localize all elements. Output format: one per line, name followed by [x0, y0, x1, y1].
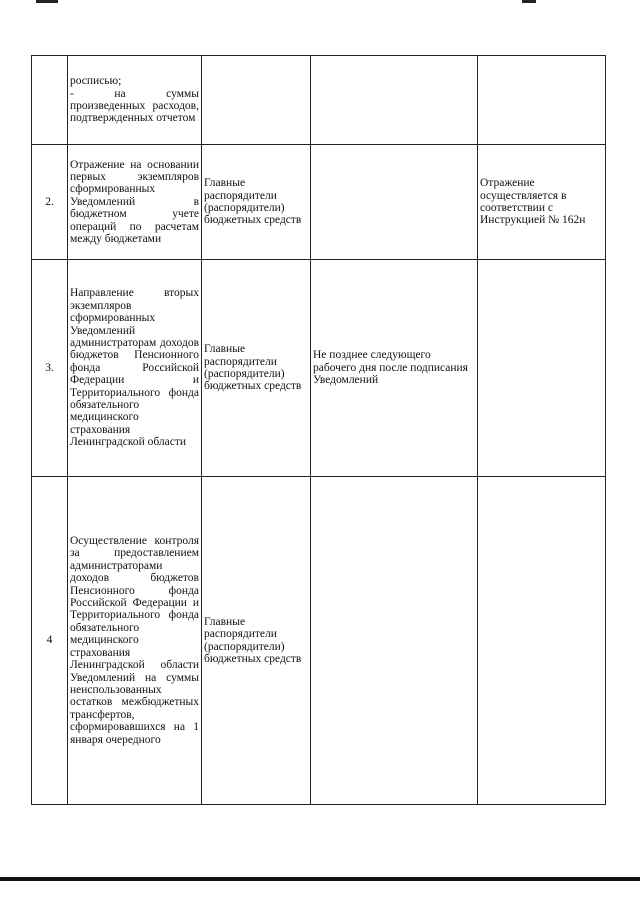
page-bottom-border [0, 877, 640, 881]
row-deadline [311, 145, 478, 260]
row-executor: Главные распорядители (распорядители) бюджетных средств [202, 477, 311, 805]
row-executor: Главные распорядители (распорядители) бюджетных средств [202, 260, 311, 477]
row-number: 4 [32, 477, 68, 805]
table-row [32, 145, 606, 260]
table-row [32, 260, 606, 477]
top-scan-mark-left [36, 0, 58, 3]
row-note [478, 56, 606, 145]
row-number: 2. [32, 145, 68, 260]
row-description: росписью; - на суммы произведенных расходов, подтвержденных отчетом [68, 56, 202, 145]
row-note [478, 260, 606, 477]
row-description: Направление вторых экземпляров сформированных Уведомлений администраторам доходов бюджетов Пенсионного фонда Российской Федерации и Территориального фонда обязательного медицинского страхования Ленинградской области [68, 260, 202, 477]
row-note: Отражение осуществляется в соответствии с Инструкцией № 162н [478, 145, 606, 260]
row-deadline [311, 477, 478, 805]
row-executor: Главные распорядители (распорядители) бюджетных средств [202, 145, 311, 260]
procedure-table [31, 55, 606, 805]
top-scan-mark-right [522, 0, 536, 3]
row-executor [202, 56, 311, 145]
row-number [32, 56, 68, 145]
row-note [478, 477, 606, 805]
table-row [32, 56, 606, 145]
row-number: 3. [32, 260, 68, 477]
row-deadline [311, 56, 478, 145]
row-description: Отражение на основании первых экземпляров сформированных Уведомлений в бюджетном учете операций по расчетам между бюджетами [68, 145, 202, 260]
row-deadline: Не позднее следующего рабочего дня после подписания Уведомлений [311, 260, 478, 477]
row-description: Осуществление контроля за предоставлением администраторами доходов бюджетов Пенсионного фонда Российской Федерации и Территориального фонда обязательного медицинского страхования Ленинградской области Уведомлений на суммы неиспользованных остатков межбюджетных трансфертов, сформировавшихся на 1 января очередного [68, 477, 202, 805]
table-row [32, 477, 606, 805]
